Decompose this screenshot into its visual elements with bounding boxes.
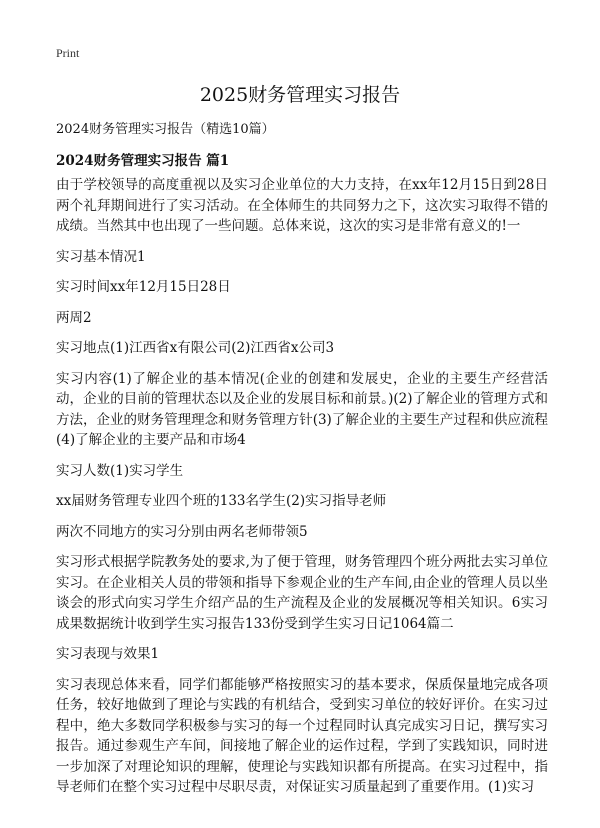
document-title: 2025财务管理实习报告 <box>199 84 401 106</box>
paragraph-basic-info: 实习基本情况1 <box>56 248 146 265</box>
paragraph-teachers: 两次不同地方的实习分别由两名老师带领5 <box>56 523 308 540</box>
section-heading: 2024财务管理实习报告 篇1 <box>56 152 230 169</box>
paragraph-content: 实习内容(1)了解企业的基本情况(企业的创建和发展史，企业的主要生产经营活动，企业的目前的管理状态以及企业的发展目标和前景。)(2)了解企业的管理方式和方法，企业的财务管理理念和财务管理方针(3)了解企业的主要生产过程和供应流程(4)了解企业的主要产品和市场4 <box>56 370 548 448</box>
paragraph-performance: 实习表现总体来看，同学们都能够严格按照实习的基本要求，保质保量地完成各项任务，较好地做到了理论与实践的有机结合，受到实习单位的较好评价。在实习过程中，绝大多数同学积极参与实习的每一个过程同时认真完成实习日记，撰写实习报告。通过参观生产车间，间接地了解企业的运作过程，学到了实践知识，同时进一步加深了对理论知识的理解，使理论与实践知识都有所提高。在实习过程中，指导老师们在整个实习过程中尽职尽责，对保证实习质量起到了重要作用。(1)实习 <box>56 676 548 795</box>
paragraph-time: 实习时间xx年12月15日28日 <box>56 279 231 295</box>
print-link[interactable]: Print <box>56 46 80 60</box>
document-body <box>56 120 548 808</box>
paragraph-location: 实习地点(1)江西省x有限公司(2)江西省x公司3 <box>56 340 335 356</box>
paragraph-intro: 由于学校领导的高度重视以及实习企业单位的大力支持，在xx年12月15日到28日两个礼拜期间进行了实习活动。在全体师生的共同努力之下，这次实习取得不错的成绩。当然其中也出现了一些问题。总体来说，这次的实习是非常有意义的!一 <box>56 177 548 234</box>
paragraph-duration: 两周2 <box>56 309 92 326</box>
paragraph-format: 实习形式根据学院教务处的要求,为了便于管理，财务管理四个班分两批去实习单位实习。在企业相关人员的带领和指导下参观企业的生产车间,由企业的管理人员以坐谈会的形式向实习学生介绍产品的生产流程及企业的发展概况等相关知识。6实习成果数据统计收到学生实习报告133份受到学生实习日记1064篇二 <box>56 554 548 632</box>
paragraph-performance-head: 实习表现与效果1 <box>56 646 160 662</box>
document-subtitle: 2024财务管理实习报告（精选10篇） <box>56 122 275 137</box>
paragraph-headcount: 实习人数(1)实习学生 <box>56 462 184 479</box>
paragraph-students: xx届财务管理专业四个班的133名学生(2)实习指导老师 <box>56 493 387 509</box>
